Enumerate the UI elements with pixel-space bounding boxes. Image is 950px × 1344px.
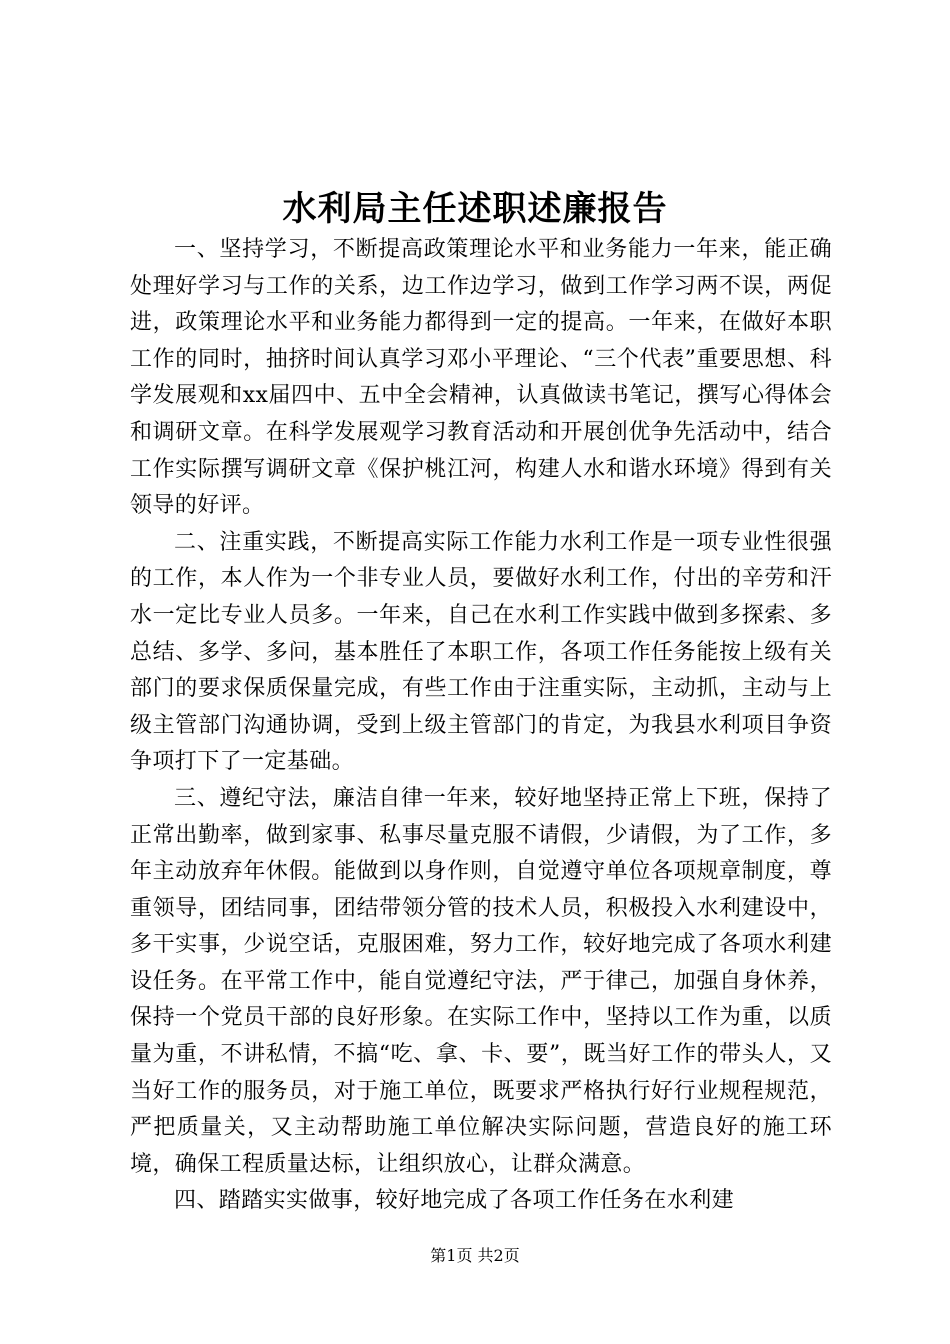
paragraph-2: 二、注重实践，不断提高实际工作能力水利工作是一项专业性很强的工作，本人作为一个非专业人员，要做好水利工作，付出的辛劳和汗水一定比专业人员多。一年来，自己在水利工作实践中做到多探索、多总结、多学、多问，基本胜任了本职工作，各项工作任务能按上级有关部门的要求保质保量完成，有些工作由于注重实际，主动抓，主动与上级主管部门沟通协调，受到上级主管部门的肯定，为我县水利项目争资争项打下了一定基础。	[130, 529, 832, 775]
paragraph-1: 一、坚持学习，不断提高政策理论水平和业务能力一年来，能正确处理好学习与工作的关系，边工作边学习，做到工作学习两不误，两促进，政策理论水平和业务能力都得到一定的提高。一年来，在做好本职工作的同时，抽挤时间认真学习邓小平理论、“三个代表”重要思想、科学发展观和xx届四中、五中全会精神，认真做读书笔记，撰写心得体会和调研文章。在科学发展观学习教育活动和开展创优争先活动中，结合工作实际撰写调研文章《保护桃江河，构建人水和谐水环境》得到有关领导的好评。	[130, 237, 832, 519]
page-footer: 第1页 共2页	[430, 1246, 520, 1265]
paragraph-3: 三、遵纪守法，廉洁自律一年来，较好地坚持正常上下班，保持了正常出勤率，做到家事、私事尽量克服不请假，少请假，为了工作，多年主动放弃年休假。能做到以身作则，自觉遵守单位各项规章制度，尊重领导，团结同事，团结带领分管的技术人员，积极投入水利建设中，多干实事，少说空话，克服困难，努力工作，较好地完成了各项水利建设任务。在平常工作中，能自觉遵纪守法，严于律己，加强自身休养，保持一个党员干部的良好形象。在实际工作中，坚持以工作为重，以质量为重，不讲私情，不搞“吃、拿、卡、要”，既当好工作的带头人，又当好工作的服务员，对于施工单位，既要求严格执行好行业规程规范，严把质量关，又主动帮助施工单位解决实际问题，营造良好的施工环境，确保工程质量达标，让组织放心，让群众满意。	[130, 785, 832, 1177]
paragraph-4: 四、踏踏实实做事，较好地完成了各项工作任务在水利建	[174, 1188, 735, 1214]
document-body	[130, 232, 832, 1220]
document-title: 水利局主任述职述廉报告	[282, 189, 668, 229]
